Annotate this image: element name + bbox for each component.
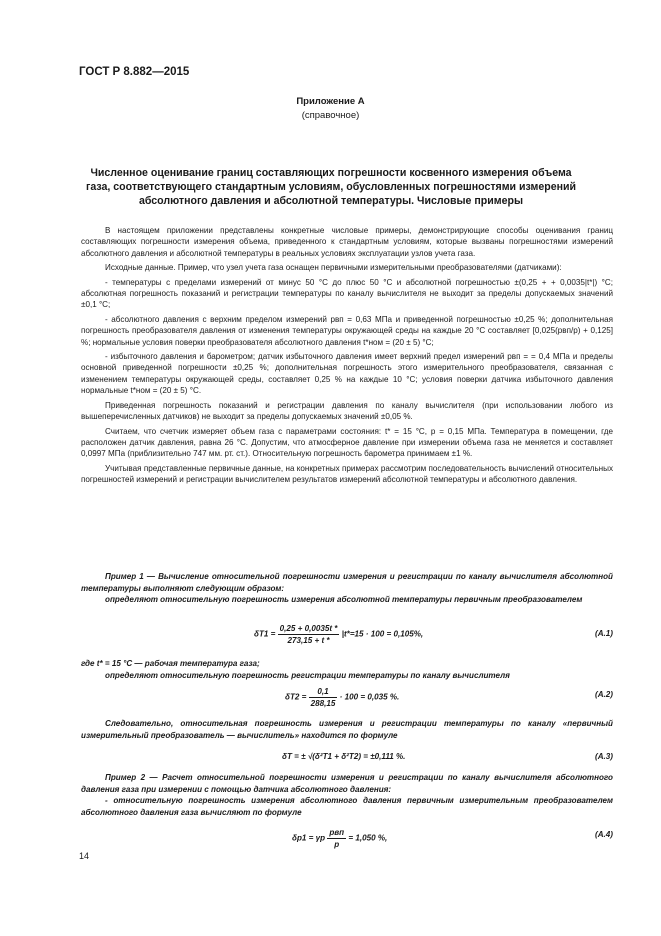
fraction-denominator: 288,15 xyxy=(310,699,336,708)
annex-label: Приложение А xyxy=(296,96,365,107)
where-clause: где t* = 15 °С — рабочая температура газа; xyxy=(81,659,260,668)
page-number: 14 xyxy=(79,851,90,861)
paragraph: Приведенная погрешность показаний и регистрации давления по каналу вычислителя (при использовании любого из вышеперечисленных датчиков) не выходит за пределы допускаемых значений ±0,05 %. xyxy=(81,400,613,422)
paragraph: Считаем, что счетчик измеряет объем газа с параметрами состояния: t* = 15 °С, p = 0,15 МПа. Температура в помещении, где расположен датчик давления, равна 26 °С. Допустим, что атмосферное давление при измерении объема газа не меняется и составляет 0,0997 МПа (приблизительно 747 мм. рт. ст.). Относительную погрешность барометра принимаем ±1 %. xyxy=(81,426,613,459)
example-1-step-1: определяют относительную погрешность измерения абсолютной температуры первичным преобразователем xyxy=(105,595,583,605)
paragraph: Учитывая представленные первичные данные, на конкретных примерах рассмотрим последовательность вычислений относительных погрешностей измерений и регистрации вычислителем результатов измерений абсолютной температуры и абсолютного давления. xyxy=(81,463,613,485)
formula-number: (А.1) xyxy=(595,629,613,638)
formula-lhs: δT2 = xyxy=(285,692,307,702)
example-1-conclusion xyxy=(81,718,613,741)
formula-number: (А.3) xyxy=(595,752,613,761)
paragraph: Исходные данные. Пример, что узел учета газа оснащен первичными измерительными преобразователями (датчиками): xyxy=(105,263,562,273)
fraction-numerator: 0,25 + 0,0035t * xyxy=(279,624,338,633)
fraction xyxy=(278,624,340,645)
formula-lhs: δp1 = γp xyxy=(292,833,326,843)
fraction-numerator: 0,1 xyxy=(309,687,338,698)
formula-a1 xyxy=(254,624,423,645)
formula-a3: δT = ± √(δ²T1 + δ²T2) = ±0,111 %. xyxy=(282,752,406,761)
fraction-denominator: p xyxy=(334,840,340,849)
fraction-numerator: pвп xyxy=(329,828,345,837)
example-2-step-1: - относительную погрешность измерения абсолютного давления первичным измерительным преобразователем абсолютного давления газа вычисляют по формуле xyxy=(81,796,613,817)
formula-number: (А.4) xyxy=(595,830,613,839)
document-code-header: ГОСТ Р 8.882—2015 xyxy=(79,66,190,78)
fraction xyxy=(327,828,346,849)
formula-tail: = 1,050 %, xyxy=(348,833,388,843)
formula-lhs: δT1 = xyxy=(254,629,276,639)
paragraph: - абсолютного давления с верхним пределом измерений pвп = 0,63 МПа и приведенной погрешностью ±0,25 %; дополнительная погрешность преобразователя давления от изменения температуры окружающей среды на каждые 20 °С составляет [0,025(pвп/p) + 0,125] %; нормальные условия поверки преобразователя абсолютного давления t*ном = (20 ± 5) °С; xyxy=(81,314,613,347)
body-text xyxy=(81,225,613,489)
example-2-intro xyxy=(81,772,613,818)
paragraph: - избыточного давления и барометром; датчик избыточного давления имеет верхний предел измерений pвп = = 0,4 МПа и пределы основной приведенной погрешности ±0,25 %; дополнительная погрешность этого измерительного преобразователя, связанная с изменением температуры окружающей среды, составляет 0,25 % на каждые 10 °С; условия поверки датчика избыточного давления нормальные t*ном = (20 ± 5) °С. xyxy=(81,352,613,396)
annex-title: Численное оценивание границ составляющих погрешности косвенного измерения объема газа, соответствующего стандартным условиям, обусловленных погрешностями измерений абсолютного давления и абсолютной температуры. Числовые примеры xyxy=(85,167,577,207)
example-1-step-2: определяют относительную погрешность регистрации температуры по каналу вычислителя xyxy=(105,670,510,680)
example-1-intro xyxy=(81,571,613,606)
fraction xyxy=(309,687,338,708)
paragraph: - температуры с пределами измерений от минус 50 °С до плюс 50 °С и абсолютной погрешностью ±(0,25 + + 0,0035|t*|) °С; абсолютная погрешность показаний и регистрации температуры по каналу вычислителя не выходит за пределы допускаемых значений ±0,1 °С; xyxy=(81,277,613,310)
formula-a2 xyxy=(285,687,399,708)
formula-tail: |t*=15 · 100 = 0,105%, xyxy=(341,629,424,639)
example-1-where xyxy=(81,658,613,681)
example-2-heading: Пример 2 — Расчет относительной погрешности измерения и регистрации по каналу вычислителя абсолютного давления газа при измерении с помощью датчика абсолютного давления: xyxy=(81,773,613,794)
formula-number: (А.2) xyxy=(595,690,613,699)
formula-a4 xyxy=(292,828,387,849)
example-1-heading: Пример 1 — Вычисление относительной погрешности измерения и регистрации по каналу вычислителя абсолютной температуры выполняют следующим образом: xyxy=(81,572,613,593)
formula-tail: · 100 = 0,035 %. xyxy=(339,692,400,702)
example-1-step-3: Следовательно, относительная погрешность измерения и регистрации температуры по каналу «первичный измерительный преобразователь — вычислитель» находится по формуле xyxy=(81,719,613,740)
annex-kind: (справочное) xyxy=(301,110,360,121)
fraction-denominator: 273,15 + t * xyxy=(287,636,330,645)
paragraph: В настоящем приложении представлены конкретные числовые примеры, демонстрирующие способы оценивания границ составляющих погрешности измерения объема, приведенного к стандартным условиям, которые вызваны погрешностями измерений абсолютного давления и абсолютной температуры в реальных условиях эксплуатации узлов учета газа. xyxy=(81,226,613,258)
